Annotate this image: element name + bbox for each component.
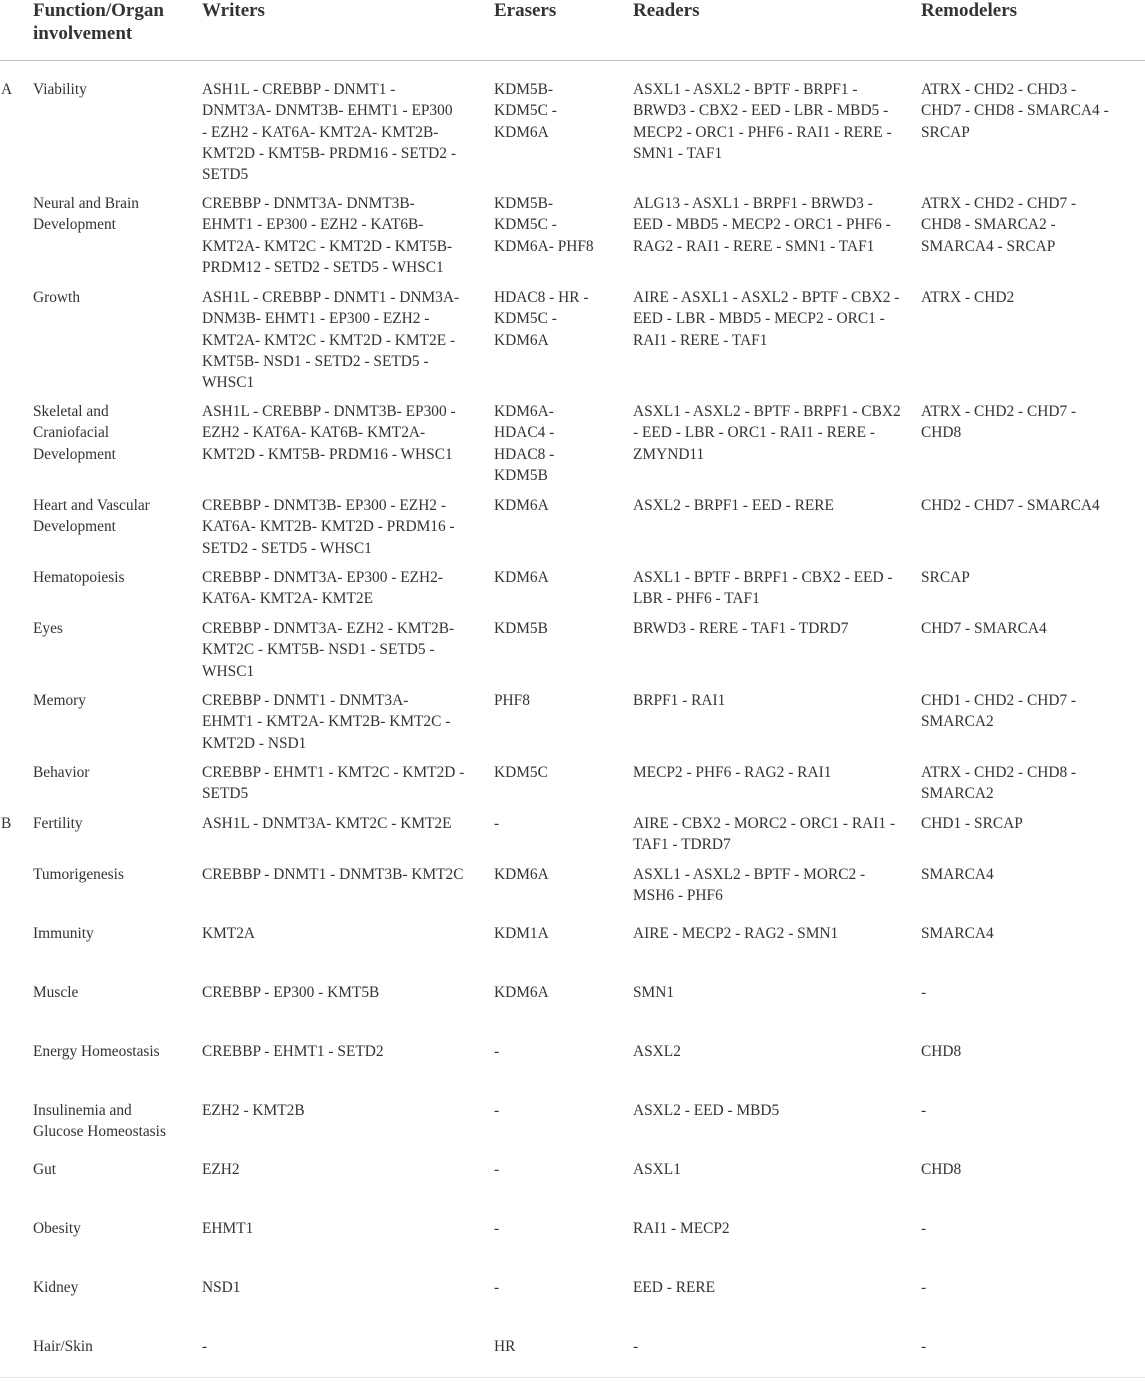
cell-line: - bbox=[633, 1338, 639, 1355]
cell-line: HR bbox=[494, 1338, 516, 1355]
cell-line: ASXL2 bbox=[633, 1043, 681, 1060]
cell-line: ASXL1 - ASXL2 - BPTF - BRPF1 - bbox=[633, 81, 858, 98]
cell-line: Kidney bbox=[33, 1279, 79, 1296]
cell-line: SETD2 - SETD5 - WHSC1 bbox=[202, 539, 372, 557]
writers-cell bbox=[202, 1336, 487, 1357]
cell-line: SMARCA4 bbox=[921, 866, 994, 883]
cell-line: EZH2 bbox=[202, 1161, 240, 1178]
cell-line: Neural and Brain bbox=[33, 195, 139, 212]
cell-line: SMARCA2 bbox=[921, 713, 994, 731]
cell-line: TAF1 - TDRD7 bbox=[633, 836, 731, 854]
cell-line: ASXL1 - ASXL2 - BPTF - MORC2 - bbox=[633, 866, 866, 883]
header-remodelers: Remodelers bbox=[921, 0, 1018, 21]
readers-cell bbox=[633, 79, 913, 164]
cell-line: Skeletal and bbox=[33, 403, 109, 420]
function-cell bbox=[33, 287, 193, 308]
cell-line: EZH2 - KAT6A- KAT6B- KMT2A- bbox=[202, 424, 426, 442]
cell-line: CREBBP - DNMT3B- EP300 - EZH2 - bbox=[202, 497, 446, 514]
cell-line: ASXL2 - EED - MBD5 bbox=[633, 1102, 780, 1119]
readers-cell bbox=[633, 864, 913, 907]
erasers-cell bbox=[494, 287, 626, 351]
writers-cell bbox=[202, 923, 487, 944]
remodelers-cell bbox=[921, 1159, 1143, 1180]
cell-line: BRWD3 - CBX2 - EED - LBR - MBD5 - bbox=[633, 102, 889, 120]
cell-line: Hematopoiesis bbox=[33, 569, 125, 586]
cell-line: RAG2 - RAI1 - RERE - SMN1 - TAF1 bbox=[633, 237, 875, 255]
function-cell bbox=[33, 193, 193, 236]
cell-line: - bbox=[202, 1338, 208, 1355]
readers-cell bbox=[633, 762, 913, 783]
cell-line: ASXL2 - BRPF1 - EED - RERE bbox=[633, 497, 834, 514]
writers-cell bbox=[202, 762, 487, 805]
remodelers-cell bbox=[921, 193, 1143, 257]
cell-line: KMT2D - KMT5B- PRDM16 - SETD2 - bbox=[202, 144, 456, 162]
cell-line: PHF8 bbox=[494, 692, 530, 709]
cell-line: KAT6A- KMT2A- KMT2E bbox=[202, 590, 373, 608]
remodelers-cell bbox=[921, 79, 1143, 143]
cell-line: RAI1 - RERE - TAF1 bbox=[633, 331, 768, 349]
header-erasers: Erasers bbox=[494, 0, 557, 21]
cell-line: SMARCA4 - SRCAP bbox=[921, 237, 1056, 255]
readers-cell bbox=[633, 1041, 913, 1062]
cell-line: CREBBP - DNMT1 - DNMT3A- bbox=[202, 692, 409, 709]
cell-line: KAT6A- KMT2B- KMT2D - PRDM16 - bbox=[202, 518, 455, 536]
cell-line: Obesity bbox=[33, 1220, 81, 1237]
remodelers-cell bbox=[921, 864, 1143, 885]
cell-line: CREBBP - DNMT3A- EP300 - EZH2- bbox=[202, 569, 443, 586]
cell-line: Development bbox=[33, 445, 116, 463]
cell-line: SETD5 bbox=[202, 166, 249, 184]
cell-line: ATRX - CHD2 - CHD7 - bbox=[921, 403, 1077, 420]
cell-line: Energy Homeostasis bbox=[33, 1043, 160, 1060]
cell-line: Immunity bbox=[33, 925, 94, 942]
cell-line: Growth bbox=[33, 289, 81, 306]
cell-line: SMN1 - TAF1 bbox=[633, 144, 723, 162]
remodelers-cell bbox=[921, 1100, 1143, 1121]
cell-line: SRCAP bbox=[921, 569, 970, 586]
cell-line: KDM6A bbox=[494, 866, 549, 883]
cell-line: LBR - PHF6 - TAF1 bbox=[633, 590, 760, 608]
remodelers-cell bbox=[921, 923, 1143, 944]
erasers-cell bbox=[494, 923, 626, 944]
cell-line: - EZH2 - KAT6A- KMT2A- KMT2B- bbox=[202, 123, 439, 141]
erasers-cell bbox=[494, 864, 626, 885]
cell-line: ASH1L - DNMT3A- KMT2C - KMT2E bbox=[202, 815, 452, 832]
cell-line: HDAC4 - bbox=[494, 424, 555, 442]
cell-line: MECP2 - ORC1 - PHF6 - RAI1 - RERE - bbox=[633, 123, 892, 141]
cell-line: EHMT1 - EP300 - EZH2 - KAT6B- bbox=[202, 216, 424, 234]
cell-line: - EED - LBR - ORC1 - RAI1 - RERE - bbox=[633, 424, 875, 442]
table-bottom-rule bbox=[0, 1377, 1145, 1378]
group-cell: B bbox=[1, 815, 12, 832]
cell-line: KMT5B- NSD1 - SETD2 - SETD5 - bbox=[202, 352, 429, 370]
cell-line: KDM5B bbox=[494, 620, 548, 637]
erasers-cell bbox=[494, 982, 626, 1003]
cell-line: ALG13 - ASXL1 - BRPF1 - BRWD3 - bbox=[633, 195, 873, 212]
cell-line: Hair/Skin bbox=[33, 1338, 93, 1355]
function-cell bbox=[33, 690, 193, 711]
cell-line: BRPF1 - RAI1 bbox=[633, 692, 726, 709]
remodelers-cell bbox=[921, 1041, 1143, 1062]
readers-cell bbox=[633, 193, 913, 257]
function-cell bbox=[33, 813, 193, 834]
cell-line: EHMT1 bbox=[202, 1220, 254, 1237]
readers-cell bbox=[633, 1336, 913, 1357]
cell-line: CREBBP - DNMT3A- DNMT3B- bbox=[202, 195, 415, 212]
cell-line: ASXL1 - BPTF - BRPF1 - CBX2 - EED - bbox=[633, 569, 893, 586]
erasers-cell bbox=[494, 618, 626, 639]
cell-line: KDM5B- bbox=[494, 81, 553, 98]
erasers-cell bbox=[494, 495, 626, 516]
cell-line: KDM6A bbox=[494, 569, 549, 586]
function-cell bbox=[33, 401, 193, 465]
remodelers-cell bbox=[921, 401, 1143, 444]
function-cell bbox=[33, 864, 193, 885]
cell-line: DNM3B- EHMT1 - EP300 - EZH2 - bbox=[202, 310, 430, 328]
writers-cell bbox=[202, 690, 487, 754]
cell-line: ZMYND11 bbox=[633, 445, 705, 463]
cell-line: Heart and Vascular bbox=[33, 497, 150, 514]
cell-line: SETD5 bbox=[202, 785, 249, 803]
cell-line: KDM5B bbox=[494, 466, 548, 484]
cell-line: KDM6A bbox=[494, 123, 549, 141]
function-cell bbox=[33, 567, 193, 588]
cell-line: EED - LBR - MBD5 - MECP2 - ORC1 - bbox=[633, 310, 885, 328]
cell-line: KDM5C - bbox=[494, 310, 557, 328]
cell-line: - bbox=[494, 1220, 500, 1237]
cell-line: Craniofacial bbox=[33, 424, 110, 442]
cell-line: EED - MBD5 - MECP2 - ORC1 - PHF6 - bbox=[633, 216, 891, 234]
cell-line: KMT2D - NSD1 bbox=[202, 734, 307, 752]
readers-cell bbox=[633, 1218, 913, 1239]
cell-line: KMT2D - KMT5B- PRDM16 - WHSC1 bbox=[202, 445, 453, 463]
readers-cell bbox=[633, 618, 913, 639]
cell-line: CREBBP - DNMT1 - DNMT3B- KMT2C bbox=[202, 866, 464, 883]
readers-cell bbox=[633, 690, 913, 711]
cell-line: CHD7 - SMARCA4 bbox=[921, 620, 1047, 637]
cell-line: CHD8 bbox=[921, 1043, 962, 1060]
cell-line: Fertility bbox=[33, 815, 83, 832]
cell-line: CHD1 - CHD2 - CHD7 - bbox=[921, 692, 1077, 709]
erasers-cell bbox=[494, 79, 626, 143]
cell-line: Development bbox=[33, 518, 116, 536]
readers-cell bbox=[633, 1159, 913, 1180]
cell-line: SMN1 bbox=[633, 984, 675, 1001]
cell-line: ATRX - CHD2 - CHD7 - bbox=[921, 195, 1077, 212]
cell-line: KDM6A- bbox=[494, 403, 554, 420]
cell-line: AIRE - CBX2 - MORC2 - ORC1 - RAI1 - bbox=[633, 815, 896, 832]
writers-cell bbox=[202, 79, 487, 185]
cell-line: KDM6A bbox=[494, 984, 549, 1001]
writers-cell bbox=[202, 1041, 487, 1062]
cell-line: RAI1 - MECP2 bbox=[633, 1220, 730, 1237]
cell-line: CREBBP - EP300 - KMT5B bbox=[202, 984, 380, 1001]
writers-cell bbox=[202, 1218, 487, 1239]
erasers-cell bbox=[494, 1336, 626, 1357]
remodelers-cell bbox=[921, 618, 1143, 639]
cell-line: ATRX - CHD2 - CHD8 - bbox=[921, 764, 1077, 781]
cell-line: EED - RERE bbox=[633, 1279, 716, 1296]
writers-cell bbox=[202, 1100, 487, 1121]
readers-cell bbox=[633, 923, 913, 944]
cell-line: Muscle bbox=[33, 984, 79, 1001]
erasers-cell bbox=[494, 1159, 626, 1180]
cell-line: KMT2A- KMT2C - KMT2D - KMT2E - bbox=[202, 331, 456, 349]
header-readers: Readers bbox=[633, 0, 700, 21]
cell-line: - bbox=[921, 1338, 927, 1355]
cell-line: - bbox=[494, 1161, 500, 1178]
function-cell bbox=[33, 1041, 193, 1062]
cell-line: ATRX - CHD2 - CHD3 - bbox=[921, 81, 1077, 98]
cell-line: - bbox=[494, 815, 500, 832]
erasers-cell bbox=[494, 1218, 626, 1239]
cell-line: DNMT3A- DNMT3B- EHMT1 - EP300 bbox=[202, 102, 453, 120]
cell-line: ASH1L - CREBBP - DNMT1 - bbox=[202, 81, 396, 98]
cell-line: KDM5C - bbox=[494, 102, 557, 120]
cell-line: CHD2 - CHD7 - SMARCA4 bbox=[921, 497, 1100, 514]
cell-line: ASH1L - CREBBP - DNMT1 - DNM3A- bbox=[202, 289, 460, 306]
cell-line: CREBBP - DNMT3A- EZH2 - KMT2B- bbox=[202, 620, 455, 637]
erasers-cell bbox=[494, 690, 626, 711]
writers-cell bbox=[202, 287, 487, 393]
writers-cell bbox=[202, 1277, 487, 1298]
remodelers-cell bbox=[921, 762, 1143, 805]
cell-line: KDM6A bbox=[494, 331, 549, 349]
erasers-cell bbox=[494, 193, 626, 257]
cell-line: SMARCA2 bbox=[921, 785, 994, 803]
remodelers-cell bbox=[921, 1336, 1143, 1357]
readers-cell bbox=[633, 1277, 913, 1298]
remodelers-cell bbox=[921, 287, 1143, 308]
writers-cell bbox=[202, 495, 487, 559]
cell-line: - bbox=[921, 984, 927, 1001]
writers-cell bbox=[202, 982, 487, 1003]
cell-line: AIRE - MECP2 - RAG2 - SMN1 bbox=[633, 925, 839, 942]
function-cell bbox=[33, 1277, 193, 1298]
cell-line: CREBBP - EHMT1 - SETD2 bbox=[202, 1043, 384, 1060]
cell-line: Viability bbox=[33, 81, 87, 98]
cell-line: ASXL1 bbox=[633, 1161, 681, 1178]
cell-line: KMT2A- KMT2C - KMT2D - KMT5B- bbox=[202, 237, 453, 255]
writers-cell bbox=[202, 813, 487, 834]
erasers-cell bbox=[494, 567, 626, 588]
cell-line: - bbox=[921, 1279, 927, 1296]
writers-cell bbox=[202, 618, 487, 682]
writers-cell bbox=[202, 567, 487, 610]
cell-line: Behavior bbox=[33, 764, 90, 781]
cell-line: ASXL1 - ASXL2 - BPTF - BRPF1 - CBX2 bbox=[633, 403, 901, 420]
remodelers-cell bbox=[921, 982, 1143, 1003]
cell-line: MECP2 - PHF6 - RAG2 - RAI1 bbox=[633, 764, 832, 781]
writers-cell bbox=[202, 864, 487, 885]
cell-line: CHD8 bbox=[921, 1161, 962, 1178]
cell-line: Tumorigenesis bbox=[33, 866, 124, 883]
cell-line: BRWD3 - RERE - TAF1 - TDRD7 bbox=[633, 620, 849, 637]
cell-line: Memory bbox=[33, 692, 87, 709]
cell-line: WHSC1 bbox=[202, 662, 255, 680]
cell-line: - bbox=[494, 1102, 500, 1119]
cell-line: Eyes bbox=[33, 620, 63, 637]
cell-line: KDM5C bbox=[494, 764, 548, 781]
cell-line: KDM5B- bbox=[494, 195, 553, 212]
cell-line: - bbox=[921, 1102, 927, 1119]
function-cell bbox=[33, 1159, 193, 1180]
cell-line: Insulinemia and bbox=[33, 1102, 132, 1119]
cell-line: HDAC8 - HR - bbox=[494, 289, 589, 306]
remodelers-cell bbox=[921, 567, 1143, 588]
cell-line: CREBBP - EHMT1 - KMT2C - KMT2D - bbox=[202, 764, 465, 781]
cell-line: CHD1 - SRCAP bbox=[921, 815, 1023, 832]
remodelers-cell bbox=[921, 1277, 1143, 1298]
cell-line: KDM6A bbox=[494, 497, 549, 514]
cell-line: KMT2C - KMT5B- NSD1 - SETD5 - bbox=[202, 641, 435, 659]
cell-line: MSH6 - PHF6 bbox=[633, 887, 723, 905]
cell-line: Gut bbox=[33, 1161, 57, 1178]
readers-cell bbox=[633, 401, 913, 465]
cell-line: KDM5C - bbox=[494, 216, 557, 234]
cell-line: - bbox=[494, 1279, 500, 1296]
function-cell bbox=[33, 79, 193, 100]
writers-cell bbox=[202, 401, 487, 465]
cell-line: AIRE - ASXL1 - ASXL2 - BPTF - CBX2 - bbox=[633, 289, 900, 306]
function-cell bbox=[33, 1100, 193, 1143]
function-cell bbox=[33, 1336, 193, 1357]
cell-line: - bbox=[494, 1043, 500, 1060]
readers-cell bbox=[633, 1100, 913, 1121]
cell-line: NSD1 bbox=[202, 1279, 241, 1296]
cell-line: KDM1A bbox=[494, 925, 549, 942]
cell-line: SRCAP bbox=[921, 123, 970, 141]
writers-cell bbox=[202, 1159, 487, 1180]
remodelers-cell bbox=[921, 690, 1143, 733]
readers-cell bbox=[633, 495, 913, 516]
header-writers: Writers bbox=[202, 0, 265, 21]
readers-cell bbox=[633, 813, 913, 856]
cell-line: SMARCA4 bbox=[921, 925, 994, 942]
cell-line: Glucose Homeostasis bbox=[33, 1123, 166, 1141]
readers-cell bbox=[633, 287, 913, 351]
readers-cell bbox=[633, 982, 913, 1003]
function-cell bbox=[33, 923, 193, 944]
header-function: Function/Organ involvement bbox=[33, 0, 164, 44]
function-cell bbox=[33, 982, 193, 1003]
cell-line: KDM6A- PHF8 bbox=[494, 237, 594, 255]
function-cell bbox=[33, 495, 193, 538]
writers-cell bbox=[202, 193, 487, 278]
cell-line: EHMT1 - KMT2A- KMT2B- KMT2C - bbox=[202, 713, 451, 731]
function-cell bbox=[33, 618, 193, 639]
cell-line: PRDM12 - SETD2 - SETD5 - WHSC1 bbox=[202, 258, 444, 276]
function-cell bbox=[33, 1218, 193, 1239]
group-cell: A bbox=[1, 81, 13, 98]
cell-line: - bbox=[921, 1220, 927, 1237]
cell-line: HDAC8 - bbox=[494, 445, 555, 463]
cell-line: CHD8 bbox=[921, 424, 962, 442]
erasers-cell bbox=[494, 1041, 626, 1062]
erasers-cell bbox=[494, 1100, 626, 1121]
readers-cell bbox=[633, 567, 913, 610]
cell-line: CHD7 - CHD8 - SMARCA4 - bbox=[921, 102, 1109, 120]
cell-line: EZH2 - KMT2B bbox=[202, 1102, 305, 1119]
erasers-cell bbox=[494, 762, 626, 783]
erasers-cell bbox=[494, 1277, 626, 1298]
cell-line: WHSC1 bbox=[202, 374, 255, 392]
cell-line: CHD8 - SMARCA2 - bbox=[921, 216, 1056, 234]
cell-line: ATRX - CHD2 bbox=[921, 289, 1015, 306]
cell-line: KMT2A bbox=[202, 925, 256, 942]
remodelers-cell bbox=[921, 1218, 1143, 1239]
function-cell bbox=[33, 762, 193, 783]
erasers-cell bbox=[494, 401, 626, 486]
cell-line: Development bbox=[33, 216, 116, 234]
erasers-cell bbox=[494, 813, 626, 834]
table-header bbox=[0, 0, 1145, 61]
remodelers-cell bbox=[921, 495, 1143, 516]
cell-line: ASH1L - CREBBP - DNMT3B- EP300 - bbox=[202, 403, 456, 420]
remodelers-cell bbox=[921, 813, 1143, 834]
